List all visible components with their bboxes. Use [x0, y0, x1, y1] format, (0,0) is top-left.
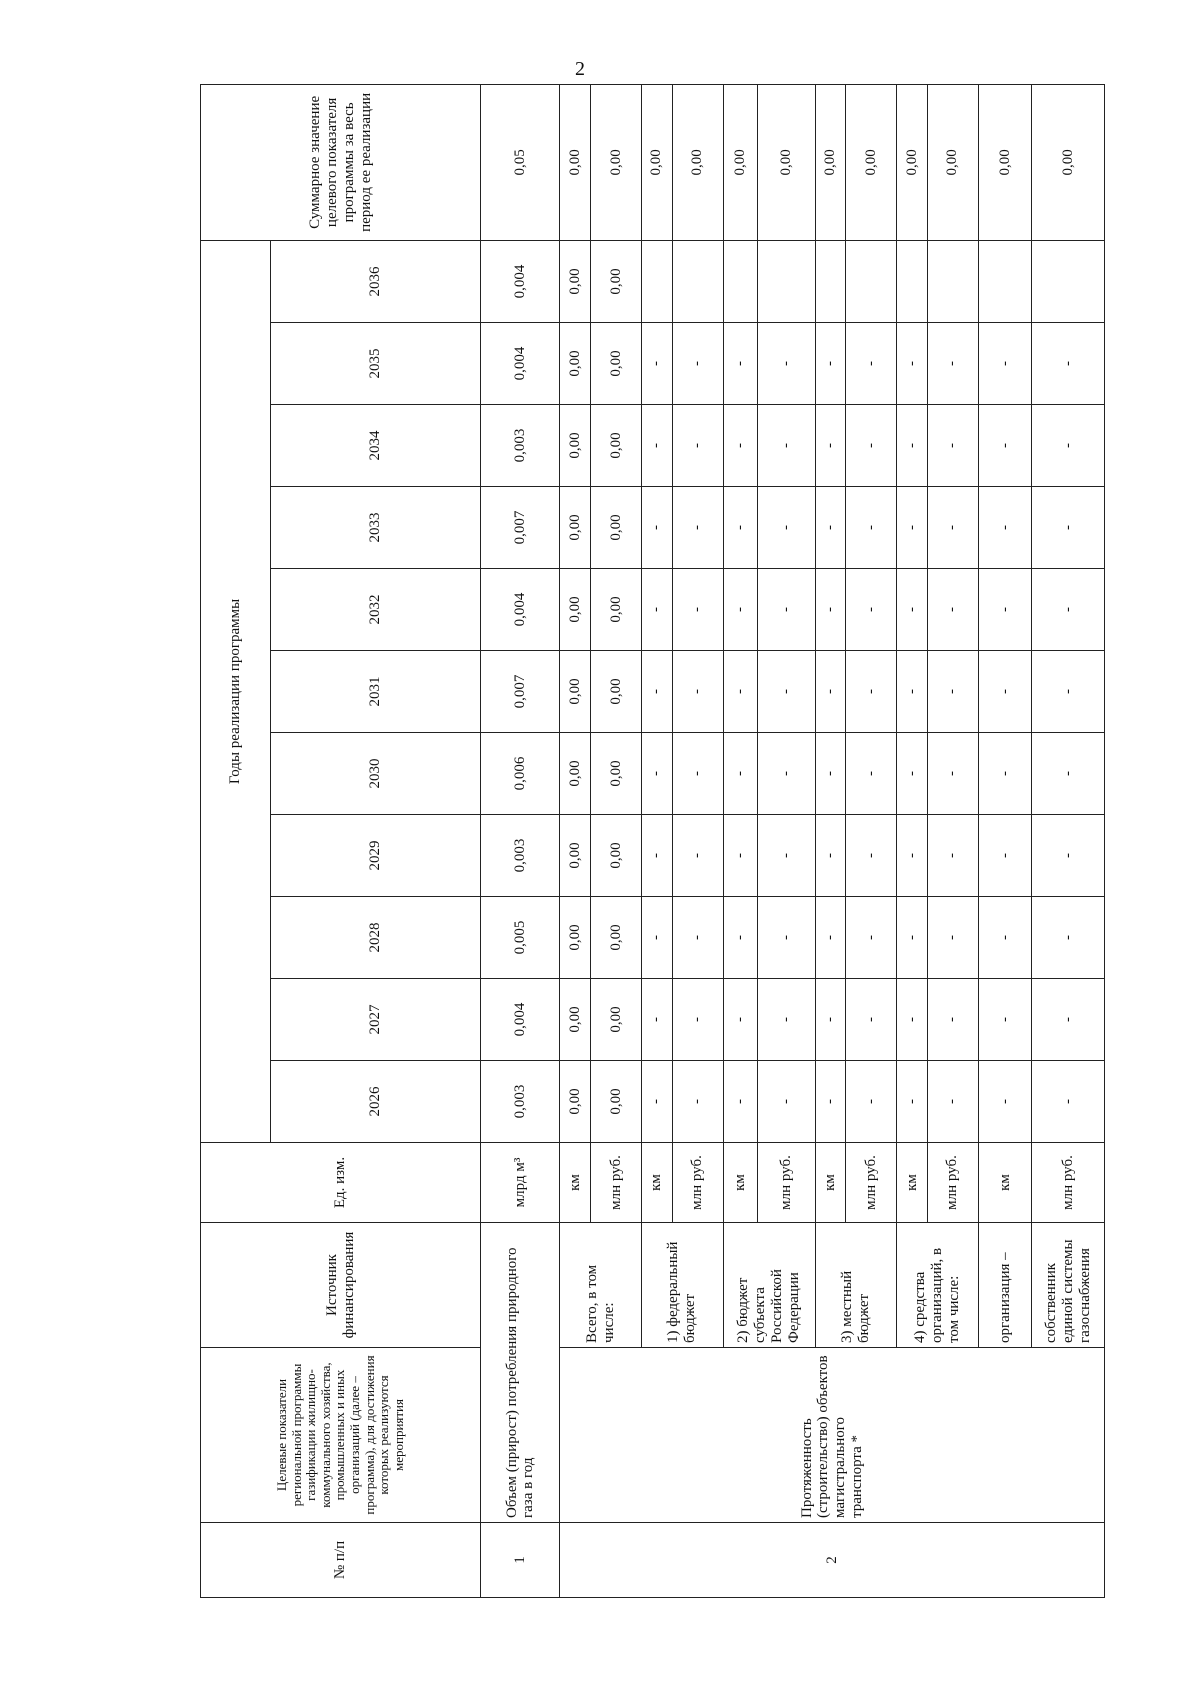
unit-cell: км	[815, 1143, 846, 1223]
value-cell: 0,003	[481, 815, 560, 897]
row-num: 2	[560, 1523, 1105, 1598]
value-cell: -	[758, 323, 816, 405]
value-cell: 0,007	[481, 651, 560, 733]
value-cell: -	[758, 733, 816, 815]
value-cell: -	[672, 405, 723, 487]
value-cell: -	[927, 733, 978, 815]
total-cell: 0,00	[815, 84, 846, 240]
value-cell: -	[897, 733, 928, 815]
value-cell: 0,00	[560, 815, 591, 897]
value-cell: -	[723, 733, 757, 815]
value-cell: 0,00	[591, 405, 642, 487]
value-cell: -	[758, 651, 816, 733]
value-cell: -	[978, 651, 1032, 733]
value-cell: -	[642, 487, 673, 569]
header-unit: Ед. изм.	[201, 1143, 481, 1223]
value-cell: -	[672, 651, 723, 733]
value-cell: -	[815, 979, 846, 1061]
value-cell: -	[758, 815, 816, 897]
value-cell: -	[642, 569, 673, 651]
value-cell: 0,00	[591, 487, 642, 569]
value-cell: -	[1032, 815, 1105, 897]
header-years-group: Годы реализации программы	[201, 240, 271, 1142]
header-year: 2033	[271, 487, 481, 569]
total-cell: 0,00	[978, 84, 1032, 240]
value-cell: 0,003	[481, 405, 560, 487]
source-cell: организация –	[978, 1223, 1032, 1348]
value-cell: 0,003	[481, 1061, 560, 1143]
value-cell: -	[1032, 1061, 1105, 1143]
value-cell: -	[927, 405, 978, 487]
value-cell: -	[978, 733, 1032, 815]
value-cell: 0,00	[591, 569, 642, 651]
value-cell: 0,00	[591, 733, 642, 815]
unit-cell: км	[560, 1143, 591, 1223]
total-cell: 0,00	[642, 84, 673, 240]
value-cell: 0,00	[591, 240, 642, 322]
row-indicator: Протяженность (строительство) объектов магистрального транспорта *	[560, 1348, 1105, 1523]
value-cell: -	[642, 405, 673, 487]
total-cell: 0,00	[897, 84, 928, 240]
header-year: 2030	[271, 733, 481, 815]
page-number: 2	[575, 58, 585, 80]
total-cell: 0,00	[672, 84, 723, 240]
header-year: 2036	[271, 240, 481, 322]
value-cell: -	[927, 569, 978, 651]
total-cell: 0,05	[481, 84, 560, 240]
value-cell	[1032, 240, 1105, 322]
value-cell: -	[897, 979, 928, 1061]
value-cell: -	[927, 487, 978, 569]
header-indicator: Целевые показатели региональной программы газификации жилищно-коммунального хозяйства, промышленных и иных организаций (далее – программа), для достижения которых реализуются мероприятия	[201, 1348, 481, 1523]
value-cell: -	[642, 1061, 673, 1143]
value-cell: -	[897, 323, 928, 405]
value-cell: -	[815, 815, 846, 897]
value-cell: -	[642, 897, 673, 979]
unit-cell: км	[897, 1143, 928, 1223]
value-cell: -	[815, 405, 846, 487]
source-cell: 1) федеральный бюджет	[642, 1223, 724, 1348]
value-cell: -	[978, 1061, 1032, 1143]
value-cell: -	[815, 651, 846, 733]
value-cell: -	[672, 897, 723, 979]
value-cell	[815, 240, 846, 322]
value-cell: -	[1032, 979, 1105, 1061]
total-cell: 0,00	[560, 84, 591, 240]
value-cell: -	[1032, 651, 1105, 733]
value-cell: -	[897, 897, 928, 979]
row-indicator: Объем (прирост) потребления природного газа в год	[481, 1223, 560, 1523]
header-row-top	[201, 84, 271, 1597]
total-cell: 0,00	[591, 84, 642, 240]
value-cell: -	[672, 1061, 723, 1143]
header-num: № п/п	[201, 1523, 481, 1598]
value-cell: 0,00	[560, 733, 591, 815]
value-cell: -	[758, 405, 816, 487]
value-cell: -	[672, 979, 723, 1061]
value-cell: 0,004	[481, 569, 560, 651]
value-cell	[723, 240, 757, 322]
value-cell: -	[897, 815, 928, 897]
value-cell: -	[672, 569, 723, 651]
value-cell: -	[978, 979, 1032, 1061]
value-cell: -	[897, 651, 928, 733]
value-cell: -	[723, 323, 757, 405]
value-cell: -	[642, 733, 673, 815]
value-cell: -	[927, 897, 978, 979]
value-cell	[672, 240, 723, 322]
unit-cell: млн руб.	[758, 1143, 816, 1223]
value-cell: 0,00	[560, 240, 591, 322]
value-cell: -	[1032, 405, 1105, 487]
value-cell: -	[1032, 323, 1105, 405]
value-cell: -	[723, 569, 757, 651]
unit-cell: млн руб.	[591, 1143, 642, 1223]
value-cell	[978, 240, 1032, 322]
value-cell: -	[846, 815, 897, 897]
value-cell: -	[723, 1061, 757, 1143]
unit-cell: км	[723, 1143, 757, 1223]
value-cell: 0,00	[560, 897, 591, 979]
value-cell: -	[978, 323, 1032, 405]
value-cell	[927, 240, 978, 322]
value-cell	[846, 240, 897, 322]
header-year: 2027	[271, 979, 481, 1061]
value-cell: -	[1032, 897, 1105, 979]
value-cell: -	[723, 487, 757, 569]
total-cell: 0,00	[723, 84, 757, 240]
value-cell: -	[815, 1061, 846, 1143]
value-cell	[642, 240, 673, 322]
total-cell: 0,00	[927, 84, 978, 240]
value-cell	[897, 240, 928, 322]
value-cell: -	[927, 815, 978, 897]
source-cell: 2) бюджет субъекта Российской Федерации	[723, 1223, 815, 1348]
value-cell: -	[846, 733, 897, 815]
header-year: 2034	[271, 405, 481, 487]
value-cell: -	[723, 405, 757, 487]
value-cell: 0,00	[560, 1061, 591, 1143]
value-cell: -	[642, 979, 673, 1061]
unit-cell: км	[642, 1143, 673, 1223]
value-cell: 0,00	[560, 487, 591, 569]
value-cell: -	[723, 815, 757, 897]
value-cell: -	[815, 733, 846, 815]
value-cell: 0,00	[560, 405, 591, 487]
value-cell: -	[897, 405, 928, 487]
value-cell: 0,00	[591, 651, 642, 733]
value-cell: -	[672, 815, 723, 897]
value-cell: -	[758, 569, 816, 651]
value-cell: -	[642, 323, 673, 405]
value-cell: -	[846, 1061, 897, 1143]
value-cell: -	[846, 651, 897, 733]
value-cell: -	[927, 1061, 978, 1143]
header-year: 2026	[271, 1061, 481, 1143]
value-cell: -	[815, 323, 846, 405]
value-cell: 0,004	[481, 323, 560, 405]
rotated-table-wrapper	[200, 92, 1105, 1598]
value-cell: -	[758, 979, 816, 1061]
value-cell: -	[758, 897, 816, 979]
header-source: Источник финансирования	[201, 1223, 481, 1348]
total-cell: 0,00	[1032, 84, 1105, 240]
value-cell: -	[1032, 733, 1105, 815]
value-cell: -	[758, 1061, 816, 1143]
value-cell: -	[846, 569, 897, 651]
row-num: 1	[481, 1523, 560, 1598]
header-year: 2031	[271, 651, 481, 733]
total-cell: 0,00	[758, 84, 816, 240]
value-cell: 0,00	[591, 897, 642, 979]
value-cell: -	[758, 487, 816, 569]
value-cell: 0,004	[481, 240, 560, 322]
header-year: 2035	[271, 323, 481, 405]
targets-table	[200, 84, 1105, 1598]
value-cell: 0,006	[481, 733, 560, 815]
value-cell: -	[1032, 487, 1105, 569]
value-cell: -	[927, 323, 978, 405]
unit-cell: млн руб.	[846, 1143, 897, 1223]
value-cell: -	[1032, 569, 1105, 651]
source-cell: 3) местный бюджет	[815, 1223, 897, 1348]
value-cell: 0,00	[560, 651, 591, 733]
value-cell: -	[642, 815, 673, 897]
value-cell: -	[846, 487, 897, 569]
value-cell: -	[978, 569, 1032, 651]
unit-cell: млн руб.	[672, 1143, 723, 1223]
value-cell: -	[672, 487, 723, 569]
value-cell: -	[978, 897, 1032, 979]
total-cell: 0,00	[846, 84, 897, 240]
source-cell: Всего, в том числе:	[560, 1223, 642, 1348]
value-cell: -	[846, 323, 897, 405]
value-cell: -	[897, 1061, 928, 1143]
value-cell: -	[927, 979, 978, 1061]
value-cell: 0,007	[481, 487, 560, 569]
table-row	[560, 84, 591, 1597]
value-cell: -	[815, 487, 846, 569]
value-cell: 0,005	[481, 897, 560, 979]
value-cell: -	[978, 815, 1032, 897]
value-cell: -	[672, 323, 723, 405]
header-total: Суммарное значение целевого показателя программы за весь период ее реализации	[201, 84, 481, 240]
value-cell: 0,00	[560, 979, 591, 1061]
row-unit: млрд м³	[481, 1143, 560, 1223]
header-year: 2028	[271, 897, 481, 979]
unit-cell: млн руб.	[1032, 1143, 1105, 1223]
value-cell	[758, 240, 816, 322]
value-cell: -	[846, 897, 897, 979]
value-cell: 0,00	[591, 323, 642, 405]
unit-cell: км	[978, 1143, 1032, 1223]
source-cell: собственник единой системы газоснабжения	[1032, 1223, 1105, 1348]
value-cell: -	[846, 979, 897, 1061]
value-cell: 0,00	[591, 1061, 642, 1143]
value-cell: -	[723, 979, 757, 1061]
value-cell: -	[897, 569, 928, 651]
value-cell: -	[897, 487, 928, 569]
value-cell: -	[672, 733, 723, 815]
source-cell: 4) средства организаций, в том числе:	[897, 1223, 979, 1348]
value-cell: 0,00	[560, 323, 591, 405]
value-cell: -	[723, 897, 757, 979]
header-year: 2029	[271, 815, 481, 897]
value-cell: -	[723, 651, 757, 733]
value-cell: 0,004	[481, 979, 560, 1061]
value-cell: -	[642, 651, 673, 733]
value-cell: 0,00	[591, 815, 642, 897]
value-cell: 0,00	[560, 569, 591, 651]
unit-cell: млн руб.	[927, 1143, 978, 1223]
value-cell: -	[846, 405, 897, 487]
header-year: 2032	[271, 569, 481, 651]
value-cell: -	[978, 487, 1032, 569]
value-cell: -	[815, 897, 846, 979]
value-cell: -	[927, 651, 978, 733]
table-row	[481, 84, 560, 1597]
value-cell: -	[815, 569, 846, 651]
value-cell: 0,00	[591, 979, 642, 1061]
value-cell: -	[978, 405, 1032, 487]
